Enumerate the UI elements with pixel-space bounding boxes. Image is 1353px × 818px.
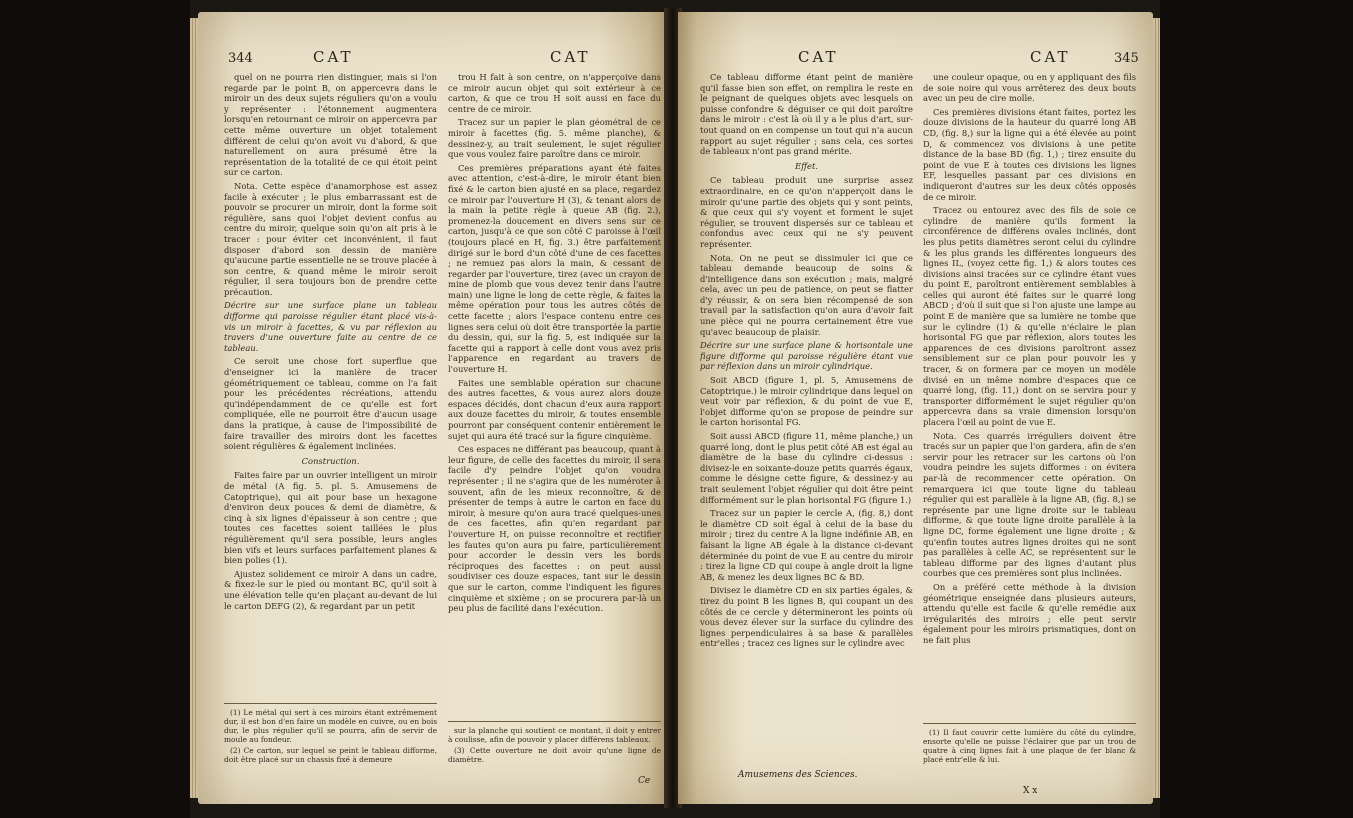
paragraph: Ces premières préparations ayant été faites avec attention, c'est-à-dire, le miroir étant bien fixé & le carton bien ajusté en sa place, regardez ce miroir par l'ouverture H (3), & tenant alors de la main la petite règle à queue AB (fig. 2.), promenez-la doucement en divers sens sur ce carton, jusqu'à ce que son côté C paroisse à l'œil (toujours placé en H, fig. 3.) être parfaitement dirigé sur le bord d'un côté d'une de ces facettes ; ne remuez pas alors la main, & cessant de regarder par l'ouverture, tirez (avec un crayon de mine de plomb que vous devez tenir dans l'autre main) une ligne le long de cette règle, & faites la même opération pour tous les autres côtés de cette facette ; alors l'espace contenu entre ces lignes sera celui où doit être transportée la partie du dessin, qui, sur la fig. 5, est indiquée sur la facette qui a rapport à celle dont vous avez pris l'apparence en regardant au travers de l'ouverture H. — [448, 162, 661, 375]
right-background — [1160, 0, 1353, 818]
left-background — [0, 0, 190, 818]
paragraph: Soit aussi ABCD (figure 11, même planche,) un quarré long, dont le plus petit côté AB est égal au diamètre de la base du cylindre ci-dessus : divisez-le en soixante-douze petits quarrés égaux, comme le désigne cette figure, & dessinez-y au trait seulement l'objet régulier qui doit être peint difformément sur le plan horisontal FG (figure 1.) — [700, 431, 913, 505]
footnote: (1) Il faut couvrir cette lumière du côté du cylindre, ensorte qu'elle ne puisse l'éclairer que par un trou de quatre à cinq lignes fait à une plaque de fer blanc & placé entr'elle & lui. — [923, 728, 1136, 764]
subheading: Construction. — [301, 455, 360, 466]
footnotes — [448, 721, 661, 766]
paragraph: On a préféré cette méthode à la division géométrique enseignée dans plusieurs auteurs, attendu qu'elle est facile & qu'elle remédie aux irrégularités des miroirs ; elle peut servir également pour les miroirs prismatiques, dont on ne fait plus — [923, 581, 1136, 645]
paragraph: Ce tableau produit une surprise assez extraordinaire, en ce qu'on n'apperçoit dans le miroir qu'une partie des objets qui y sont peints, & que ceux qui s'y voyent et forment le sujet régulier, se trouvent dispersés sur ce tableau et confondus avec ceux qui ne s'y peuvent représenter. — [700, 175, 913, 249]
footnote: sur la planche qui soutient ce montant, il doit y entrer à coulisse, afin de pouvoir y placer différens tableaux. — [448, 726, 661, 744]
section-heading: Décrire sur une surface plane & horisontale une figure difforme qui paroisse régulière étant vue par réflexion dans un miroir cylindrique. — [700, 340, 913, 372]
footnotes — [224, 703, 437, 766]
left-header-2: CAT — [550, 48, 591, 66]
paragraph: Nota. Ces quarrés irréguliers doivent être tracés sur un papier que l'on gardera, afin de s'en servir pour les retracer sur les cartons où l'on voudra peindre les sujets difformes : on évitera par-là de recommencer cette opération. On remarquera ici que toute ligne du tableau régulier qui est parallèle à la ligne AB, (fig. 8,) se représente par une ligne droite sur le tableau difforme, & que toute ligne droite parallèle à la ligne DC, forme également une ligne droite ; & qu'enfin toutes autres lignes droites qui ne sont pas parallèles à celle AC, se représentent sur le tableau difforme par des lignes d'autant plus courbes que ces premières sont plus inclinées. — [923, 430, 1136, 579]
left-header-1: CAT — [313, 48, 354, 66]
right-header-1: CAT — [798, 48, 839, 66]
paragraph: Ajustez solidement ce miroir A dans un cadre, & fixez-le sur le pied ou montant BC, qu'il soit à une élévation telle qu'en plaçant au-devant de lui le carton DEFG (2), & regardant par un petit — [224, 568, 437, 611]
running-foot: Amusemens des Sciences. — [738, 770, 858, 780]
paragraph: Soit ABCD (figure 1, pl. 5, Amusemens de Catoptrique.) le miroir cylindrique dans lequel on veut voir par réflexion, & du point de vue E, l'objet difforme qu'on se propose de peindre sur le carton horisontal FG. — [700, 375, 913, 428]
paragraph: Ces espaces ne différant pas beaucoup, quant à leur figure, de celle des facettes du miroir, il sera facile d'y peindre l'objet qu'on voudra représenter ; il ne s'agira que de les numéroter à souvent, afin de les mieux reconnoître, & de présenter de temps à autre le carton en face du miroir, à mesure qu'on aura tracé quelques-unes de ces facettes, afin qu'en regardant par l'ouverture H, on puisse reconnoître et rectifier les fautes qu'on aura pu faire, particulièrement pour accorder le dessin vers les bords réciproques des facettes : on peut aussi soudiviser ces douze espaces, tant sur le dessin que sur le carton, comme l'indiquent les figures cinquième et sixième ; on se procurera par-là un peu plus de facilité dans l'exécution. — [448, 444, 661, 614]
left-page-number: 344 — [228, 51, 253, 66]
right-page-number: 345 — [1114, 51, 1139, 66]
paragraph: Divisez le diamètre CD en six parties égales, & tirez du point B les lignes B, qui coupant un des côtés de ce cercle y détermineront les points où vous devez élever sur la surface du cylindre des lignes perpendiculaires à sa base & parallèles entr'elles ; tracez ces lignes sur le cylindre avec — [700, 585, 913, 649]
signature-mark: X x — [1023, 786, 1038, 796]
paragraph: Ces premières divisions étant faites, portez les douze divisions de la hauteur du quarré long AB CD, (fig. 8,) sur la ligne qui a été élevée au point D, & commencez vos divisions à une petite distance de la base BD (fig. 1,) ; tirez ensuite du point de vue E à toutes ces divisions les lignes EF, lesquelles passant par ces divisions en indiqueront d'autres sur les deux côtés opposés de ce miroir. — [923, 106, 1136, 202]
paragraph: Faites une semblable opération sur chacune des autres facettes, & vous aurez alors douze espaces décidés, dont chacun d'eux aura rapport aux douze facettes du miroir, & toutes ensemble pourront par conséquent contenir entièrement le sujet qui aura été tracé sur la figure cinquième. — [448, 377, 661, 441]
paragraph: Nota. Cette espèce d'anamorphose est assez facile à exécuter ; le plus embarrassant est de pouvoir se procurer un miroir, dont la forme soit régulière, sans quoi l'objet devient confus au centre du miroir, quelque soin qu'on ait pris à le tracer : pour éviter cet inconvénient, il faut disposer d'abord son dessin de manière qu'aucune partie essentielle ne se trouve placée à son centre, & quand même le miroir seroit régulier, il sera toujours bon de prendre cette précaution. — [224, 180, 437, 297]
subheading: Effet. — [794, 160, 819, 171]
catchword: Ce — [638, 776, 651, 786]
footnote: (1) Le métal qui sert à ces miroirs étant extrêmement dur, il est bon d'en faire un modèle en cuivre, ou en bois dur, le plus régulier qu'il se pourra, afin de servir de moule au fondeur. — [224, 708, 437, 744]
paragraph: une couleur opaque, ou en y appliquant des fils de soie noire qui vous arrêterez des deux bouts avec un peu de cire molle. — [923, 72, 1136, 104]
paragraph: trou H fait à son centre, on n'apperçoive dans ce miroir aucun objet qui soit extérieur à ce carton, & que ce trou H soit aussi en face du centre de ce miroir. — [448, 72, 661, 114]
paragraph: Nota. On ne peut se dissimuler ici que ce tableau demande beaucoup de soins & d'intelligence dans son exécution ; mais, malgré cela, avec un peu de patience, on peut se flatter d'y réussir, & on sera bien récompensé de son travail par la satisfaction qu'on aura d'avoir fait une pièce qui ne pourra certainement être vue qu'avec beaucoup de plaisir. — [700, 252, 913, 337]
left-column-1 — [224, 72, 437, 772]
paragraph: Ce tableau difforme étant peint de manière qu'il fasse bien son effet, on remplira le reste en le peignant de quelques objets avec lesquels on puisse confondre & déguiser ce qui doit paroître dans le miroir : c'est là où il y a le plus d'art, sur-tout quand on en compense un tout qui n'a aucun rapport au sujet régulier ; sans cela, ces sortes de tableaux n'ont pas grand mérite. — [700, 72, 913, 157]
right-header-2: CAT — [1030, 48, 1071, 66]
left-column-2 — [448, 72, 661, 772]
footnotes — [923, 723, 1136, 766]
left-page — [198, 12, 668, 804]
paragraph: quel on ne pourra rien distinguer, mais si l'on regarde par le point B, on appercevra dans le miroir un des deux sujets réguliers qu'on a voulu y représenter : l'étonnement augmentera lorsqu'en retournant ce miroir on appercevra par cette même ouverture un objet totalement différent de celui qu'on avoit vu d'abord, & que naturellement on aura présumé être la représentation de la totalité de ce qui étoit peint sur ce carton. — [224, 72, 437, 178]
paragraph: Ce seroit une chose fort superflue que d'enseigner ici la manière de tracer géométriquement ce tableau, comme on l'a fait pour les précédentes récréations, attendu qu'indépendamment de ce qu'elle est fort compliquée, elle ne pourroit être d'aucun usage dans la pratique, à cause de l'impossibilité de faire travailler des miroirs dont les facettes soient régulières & également inclinées. — [224, 356, 437, 452]
right-page — [678, 12, 1153, 804]
right-column-2 — [923, 72, 1136, 772]
footnote: (2) Ce carton, sur lequel se peint le tableau difforme, doit être placé sur un chassis fixé à demeure — [224, 746, 437, 764]
footnote: (3) Cette ouverture ne doit avoir qu'une ligne de diamètre. — [448, 746, 661, 764]
section-heading: Décrire sur une surface plane un tableau difforme qui paroisse régulier étant placé vis-à-vis un miroir à facettes, & vu par réflexion au travers d'une ouverture faite au centre de ce tableau. — [224, 300, 437, 353]
paragraph: Tracez ou entourez avec des fils de soie ce cylindre de manière qu'ils forment la circonférence de différens ovales inclinés, dont les plus petits diamètres seront celui du cylindre & les plus grands les différentes longueurs des lignes IL, (voyez cette fig. 1,) & alors toutes ces divisions ainsi tracées sur ce cylindre étant vues du point E, paroîtront entièrement semblables à celles qui auront été faites sur le quarré long ABCD ; d'où il suit que si l'on ajuste une lampe au point E de manière que sa lumière ne tombe que sur le cylindre (1) & qu'elle n'éclaire le plan horisontal FG que par réflexion, alors toutes les apparences de ces divisions paroîtront assez sensiblement sur ce plan pour pouvoir les y tracer, & on formera par ce moyen un modèle divisé en un même nombre d'espaces que ce quarré long, (fig. 11,) dont on se servira pour y transporter difformément le sujet régulier qu'on appercevra dans sa vraie dimension lorsqu'on placera l'œil au point de vue E. — [923, 205, 1136, 427]
paragraph: Faites faire par un ouvrier intelligent un miroir de métal (A fig. 5. pl. 5. Amusemens de Catoptrique), qui ait pour base un hexagone d'environ deux pouces & demi de diamètre, & cinq à six lignes d'épaisseur à son centre ; que toutes ces facettes soient taillées le plus régulièrement qu'il sera possible, leurs angles bien vifs et leurs surfaces parfaitement planes & bien polies (1). — [224, 470, 437, 566]
paragraph: Tracez sur un papier le cercle A, (fig. 8,) dont le diamètre CD soit égal à celui de la base du miroir ; tirez du centre A la ligne indéfinie AB, en faisant la ligne AB égale à la distance ci-devant déterminée du point de vue E au centre du miroir : tirez la ligne CD qui coupe à angle droit la ligne AB, & menez les deux lignes BC & BD. — [700, 508, 913, 582]
paragraph: Tracez sur un papier le plan géométral de ce miroir à facettes (fig. 5. même planche), & dessinez-y, au trait seulement, le sujet régulier que vous voulez faire paroître dans ce miroir. — [448, 117, 661, 160]
right-column-1 — [700, 72, 913, 772]
